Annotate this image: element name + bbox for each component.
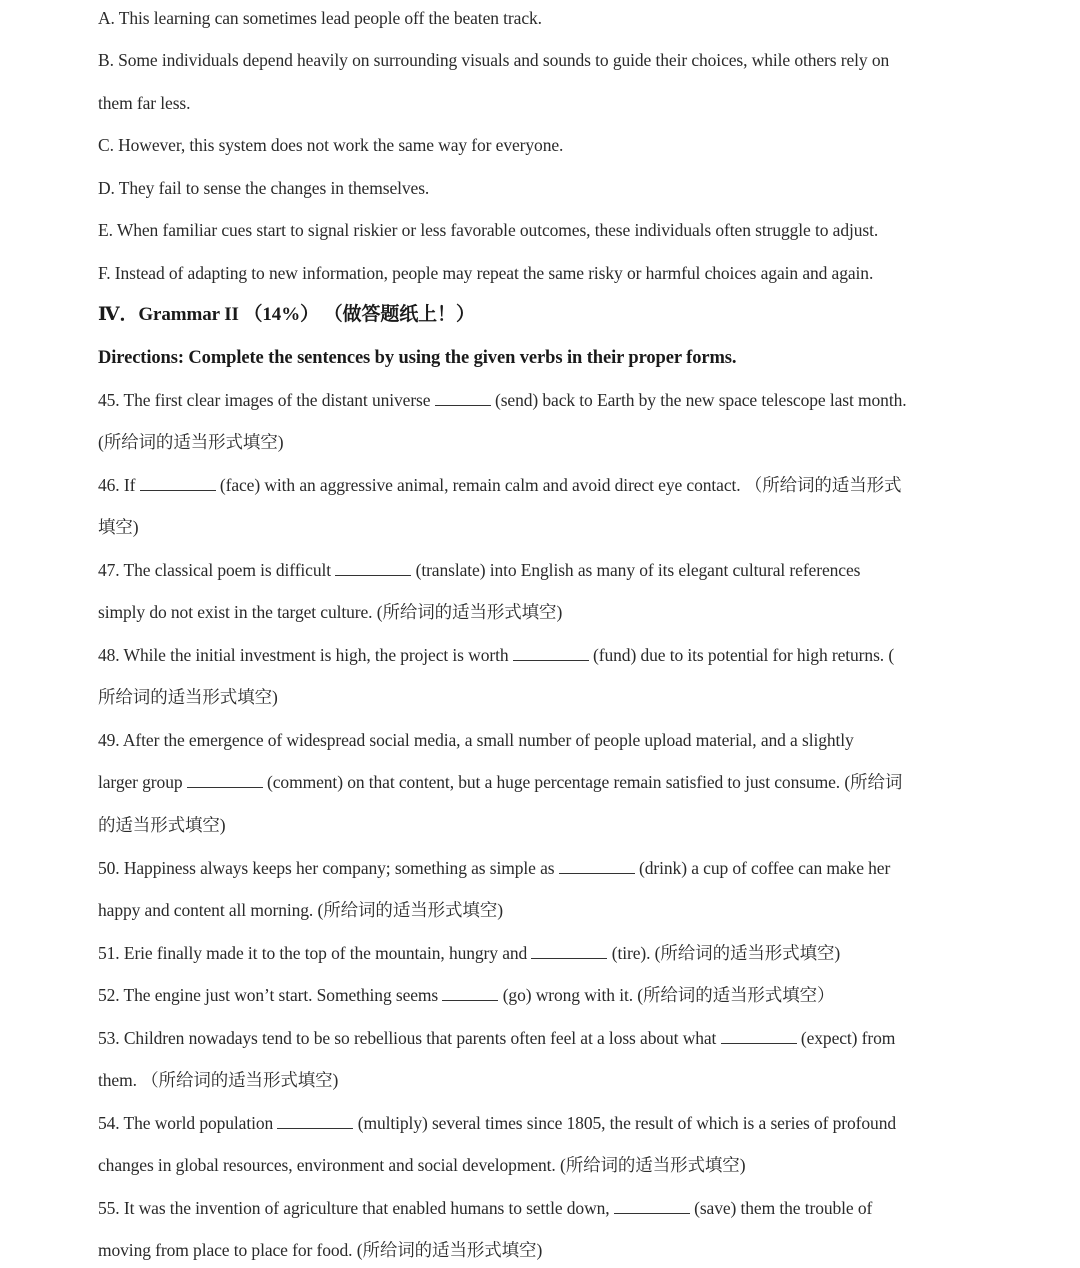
answer-blank-45[interactable] xyxy=(435,391,491,406)
question-55-text-a: 55. It was the invention of agriculture that enabled humans to settle down, xyxy=(98,1198,614,1218)
question-46-line1 xyxy=(98,473,901,497)
question-51-line1 xyxy=(98,941,840,965)
question-50-text-a: 50. Happiness always keeps her company; something as simple as xyxy=(98,858,559,878)
question-55-line2: moving from place to place for food. (所给词的适当形式填空) xyxy=(98,1240,543,1260)
section-heading: Ⅳ．Grammar II （14%） （做答题纸上！） xyxy=(98,304,475,325)
question-52-text-b: (go) wrong with it. (所给词的适当形式填空） xyxy=(498,985,835,1005)
question-48-line2: 所给词的适当形式填空) xyxy=(98,687,278,707)
question-51-text-b: (tire). (所给词的适当形式填空) xyxy=(607,943,841,963)
question-55-text-b: (save) them the trouble of xyxy=(689,1198,873,1218)
question-46-line2: 填空) xyxy=(98,517,139,537)
question-54-line2: changes in global resources, environment and social development. (所给词的适当形式填空) xyxy=(98,1155,746,1175)
question-54-line1 xyxy=(98,1111,896,1135)
question-51-text-a: 51. Erie finally made it to the top of the mountain, hungry and xyxy=(98,943,532,963)
question-49-text-c: (comment) on that content, but a huge percentage remain satisfied to just consume. (所给词 xyxy=(262,772,903,792)
question-52-text-a: 52. The engine just won’t start. Something seems xyxy=(98,985,443,1005)
question-49-text-b: larger group xyxy=(98,772,187,792)
section-directions: Directions: Complete the sentences by using the given verbs in their proper forms. xyxy=(98,348,737,368)
answer-blank-52[interactable] xyxy=(442,986,498,1001)
answer-blank-54[interactable] xyxy=(277,1114,353,1129)
option-c: C. However, this system does not work the same way for everyone. xyxy=(98,135,564,155)
answer-blank-48[interactable] xyxy=(513,646,589,661)
option-a: A. This learning can sometimes lead people off the beaten track. xyxy=(98,8,542,28)
option-b-line1: B. Some individuals depend heavily on surrounding visuals and sounds to guide their choices, while others rely on xyxy=(98,50,890,70)
question-47-text-a: 47. The classical poem is difficult xyxy=(98,560,336,580)
option-d: D. They fail to sense the changes in themselves. xyxy=(98,178,430,198)
question-54-text-b: (multiply) several times since 1805, the result of which is a series of profound xyxy=(353,1113,896,1133)
question-50-line2: happy and content all morning. (所给词的适当形式填空) xyxy=(98,900,503,920)
question-52-line1 xyxy=(98,983,834,1007)
option-e: E. When familiar cues start to signal riskier or less favorable outcomes, these individuals often struggle to adjust. xyxy=(98,220,879,240)
question-45-text-a: 45. The first clear images of the distant universe xyxy=(98,390,435,410)
answer-blank-46[interactable] xyxy=(140,476,216,491)
question-55-line1 xyxy=(98,1196,872,1220)
answer-blank-47[interactable] xyxy=(335,561,411,576)
answer-blank-51[interactable] xyxy=(531,944,607,959)
question-47-line1 xyxy=(98,558,860,582)
question-46-text-b: (face) with an aggressive animal, remain calm and avoid direct eye contact. （所给词的适当形式 xyxy=(215,475,902,495)
option-b-line2: them far less. xyxy=(98,93,191,113)
question-53-line2: them. （所给词的适当形式填空) xyxy=(98,1070,339,1090)
question-49-line2 xyxy=(98,770,902,794)
question-50-text-b: (drink) a cup of coffee can make her xyxy=(634,858,891,878)
question-47-text-b: (translate) into English as many of its elegant cultural references xyxy=(411,560,861,580)
question-48-line1 xyxy=(98,643,894,667)
answer-blank-53[interactable] xyxy=(721,1029,797,1044)
question-45-line2: (所给词的适当形式填空) xyxy=(98,432,284,452)
question-45-line1 xyxy=(98,388,907,412)
question-48-text-a: 48. While the initial investment is high, the project is worth xyxy=(98,645,513,665)
question-53-line1 xyxy=(98,1026,895,1050)
answer-blank-50[interactable] xyxy=(559,859,635,874)
question-45-text-b: (send) back to Earth by the new space telescope last month. xyxy=(490,390,907,410)
question-50-line1 xyxy=(98,856,890,880)
question-54-text-a: 54. The world population xyxy=(98,1113,278,1133)
question-49-line1: 49. After the emergence of widespread social media, a small number of people upload material, and a slightly xyxy=(98,730,854,750)
question-46-text-a: 46. If xyxy=(98,475,140,495)
question-47-line2: simply do not exist in the target culture. (所给词的适当形式填空) xyxy=(98,602,563,622)
option-f: F. Instead of adapting to new information, people may repeat the same risky or harmful choices again and again. xyxy=(98,263,874,283)
question-48-text-b: (fund) due to its potential for high returns. ( xyxy=(588,645,895,665)
question-49-line3: 的适当形式填空) xyxy=(98,815,226,835)
question-53-text-b: (expect) from xyxy=(796,1028,896,1048)
question-53-text-a: 53. Children nowadays tend to be so rebellious that parents often feel at a loss about what xyxy=(98,1028,721,1048)
answer-blank-55[interactable] xyxy=(614,1199,690,1214)
answer-blank-49[interactable] xyxy=(187,773,263,788)
